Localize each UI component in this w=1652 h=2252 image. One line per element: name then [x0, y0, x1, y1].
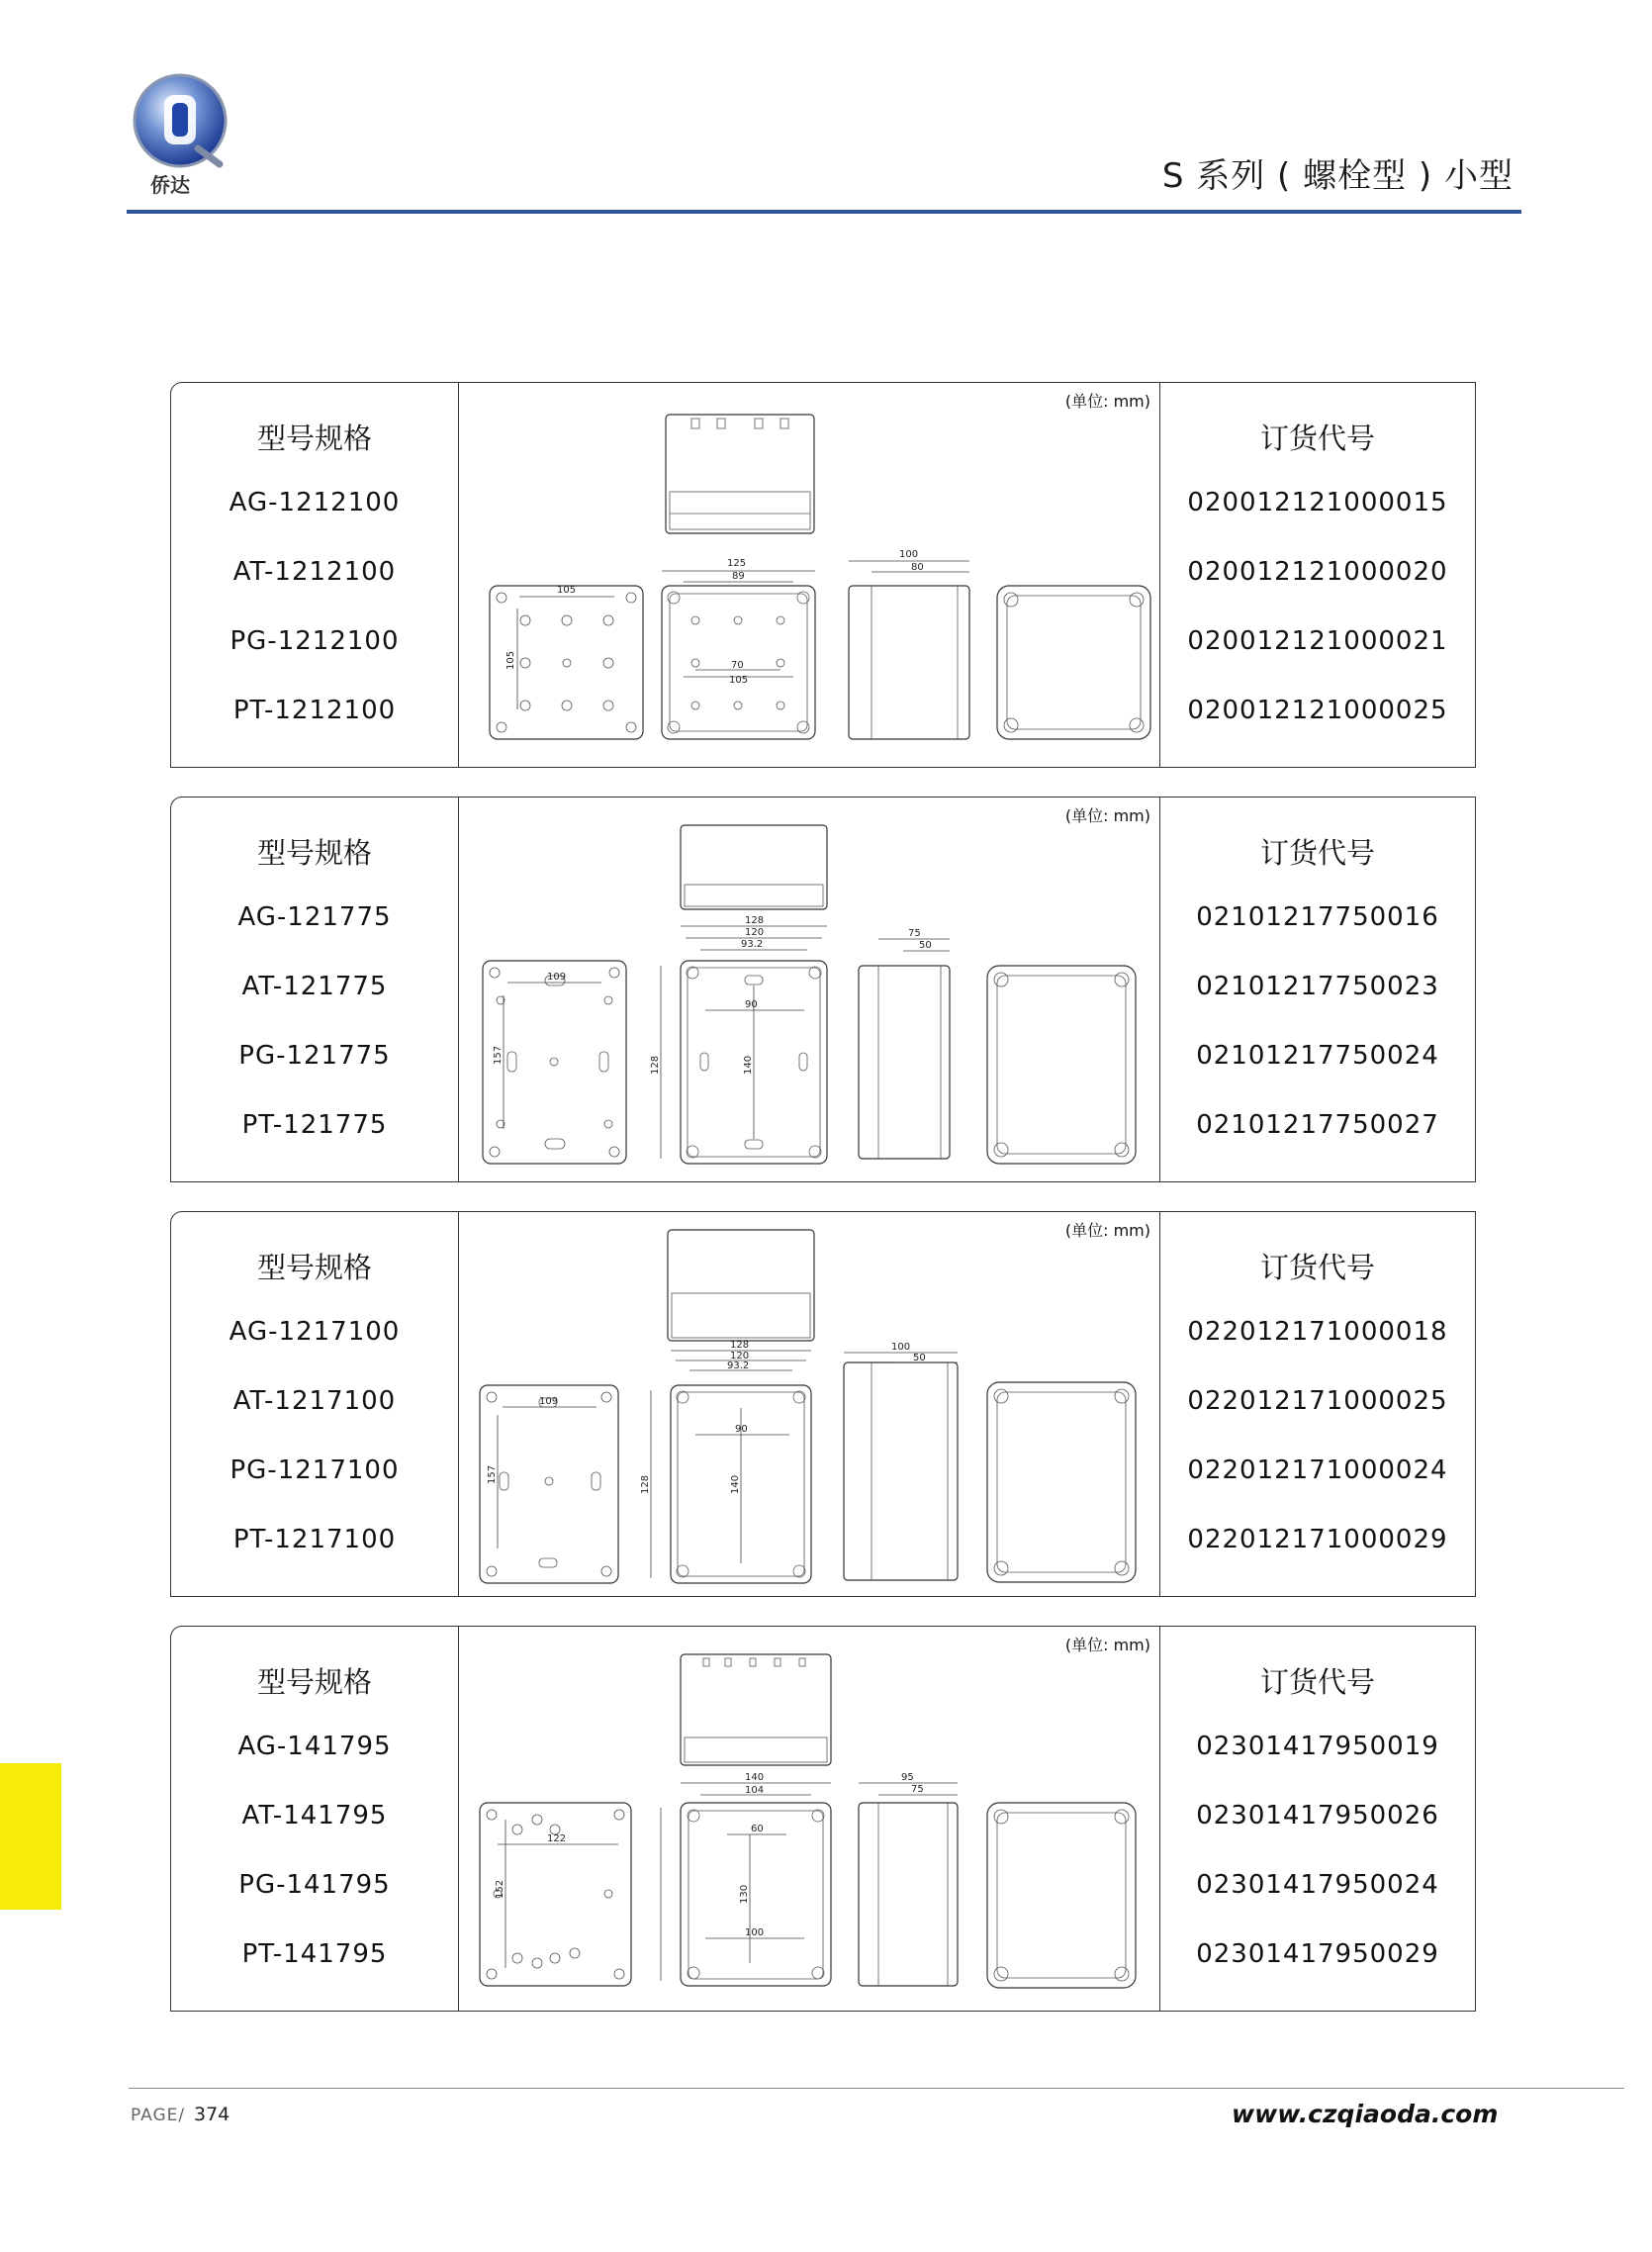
order-header: 订货代号 [1259, 1665, 1375, 1699]
unit-label: (单位: mm) [1064, 1221, 1150, 1240]
technical-drawing [458, 1212, 1162, 1596]
svg-text:104: 104 [745, 1785, 765, 1796]
order-column [1159, 1627, 1475, 2011]
order-code: 020012121000021 [1187, 626, 1448, 656]
page-label: PAGE/ [131, 2106, 186, 2125]
order-code: 020012121000025 [1187, 696, 1448, 725]
model-item: AG-121775 [237, 902, 392, 932]
svg-text:60: 60 [751, 1824, 764, 1834]
model-item: AT-141795 [241, 1801, 388, 1830]
order-column [1159, 383, 1475, 767]
model-item: PT-1217100 [232, 1525, 397, 1554]
unit-label: (单位: mm) [1064, 392, 1150, 411]
order-code: 02301417950029 [1196, 1939, 1439, 1969]
order-code: 02101217750016 [1196, 902, 1439, 932]
svg-text:89: 89 [732, 571, 745, 582]
svg-text:50: 50 [919, 940, 932, 951]
model-item: PG-141795 [238, 1870, 391, 1900]
svg-text:120: 120 [745, 927, 765, 938]
svg-text:93.2: 93.2 [741, 939, 764, 950]
model-item: PT-121775 [241, 1110, 388, 1140]
model-item: AG-141795 [237, 1732, 392, 1761]
svg-text:157: 157 [487, 1464, 498, 1484]
order-column [1159, 798, 1475, 1181]
model-item: PT-141795 [241, 1939, 388, 1969]
drawing-area [458, 383, 1162, 767]
model-header: 型号规格 [256, 1251, 372, 1284]
svg-text:157: 157 [493, 1045, 504, 1065]
product-card-2 [170, 797, 1476, 1182]
order-header: 订货代号 [1259, 836, 1375, 870]
model-item: AG-1212100 [229, 488, 401, 517]
order-column [1159, 1212, 1475, 1596]
svg-text:侨达: 侨达 [150, 173, 190, 197]
order-code: 02101217750023 [1196, 972, 1439, 1001]
technical-drawing [458, 1627, 1162, 2011]
model-header: 型号规格 [256, 836, 372, 870]
technical-drawing [458, 798, 1162, 1181]
svg-text:128: 128 [745, 915, 765, 926]
svg-text:80: 80 [911, 562, 924, 573]
svg-text:140: 140 [730, 1474, 741, 1494]
section-tab [0, 1763, 61, 1910]
model-item: PG-121775 [238, 1041, 391, 1071]
svg-text:140: 140 [743, 1055, 754, 1075]
svg-text:95: 95 [901, 1772, 914, 1783]
model-column [171, 1627, 459, 2011]
svg-text:93.2: 93.2 [727, 1361, 750, 1371]
svg-text:70: 70 [731, 660, 744, 671]
svg-text:100: 100 [891, 1342, 911, 1353]
model-item: PT-1212100 [232, 696, 397, 725]
model-item: AT-1217100 [232, 1386, 397, 1416]
svg-text:109: 109 [547, 972, 567, 983]
svg-text:122: 122 [547, 1833, 567, 1844]
model-column [171, 1212, 459, 1596]
technical-drawing [458, 383, 1162, 767]
page-title: S 系列 ( 螺栓型 ) 小型 [1161, 156, 1514, 196]
svg-text:152: 152 [495, 1879, 505, 1899]
svg-text:140: 140 [745, 1772, 765, 1783]
page-number: 374 [194, 2104, 230, 2125]
svg-text:109: 109 [539, 1396, 559, 1407]
drawing-area [458, 798, 1162, 1181]
order-header: 订货代号 [1259, 1251, 1375, 1284]
svg-text:128: 128 [640, 1474, 651, 1494]
order-code: 022012171000025 [1187, 1386, 1448, 1416]
svg-text:50: 50 [913, 1353, 926, 1363]
product-card-4 [170, 1626, 1476, 2012]
order-code: 020012121000015 [1187, 488, 1448, 517]
svg-text:128: 128 [650, 1055, 661, 1075]
unit-label: (单位: mm) [1064, 806, 1150, 825]
svg-text:120: 120 [730, 1351, 750, 1361]
order-header: 订货代号 [1259, 422, 1375, 455]
svg-text:105: 105 [505, 650, 516, 670]
unit-label: (单位: mm) [1064, 1636, 1150, 1654]
svg-text:90: 90 [735, 1424, 748, 1435]
footer-divider [129, 2088, 1624, 2089]
order-code: 02101217750027 [1196, 1110, 1439, 1140]
model-item: AT-1212100 [232, 557, 397, 587]
model-header: 型号规格 [256, 1665, 372, 1699]
svg-text:75: 75 [911, 1784, 924, 1795]
order-code: 02101217750024 [1196, 1041, 1439, 1071]
model-column [171, 798, 459, 1181]
website-link[interactable]: www.czqiaoda.com [1232, 2100, 1499, 2128]
order-code: 022012171000029 [1187, 1525, 1448, 1554]
svg-text:128: 128 [730, 1340, 750, 1351]
order-code: 02301417950024 [1196, 1870, 1439, 1900]
drawing-area [458, 1212, 1162, 1596]
svg-text:125: 125 [727, 558, 747, 569]
order-code: 022012171000024 [1187, 1455, 1448, 1485]
svg-text:100: 100 [899, 549, 919, 560]
order-code: 02301417950019 [1196, 1732, 1439, 1761]
model-item: AG-1217100 [229, 1317, 401, 1347]
svg-text:90: 90 [745, 999, 758, 1010]
order-code: 022012171000018 [1187, 1317, 1448, 1347]
model-item: AT-121775 [241, 972, 388, 1001]
product-card-1 [170, 382, 1476, 768]
model-column [171, 383, 459, 767]
model-header: 型号规格 [256, 422, 372, 455]
order-code: 02301417950026 [1196, 1801, 1439, 1830]
product-card-3 [170, 1211, 1476, 1597]
company-logo [129, 61, 237, 200]
svg-text:130: 130 [739, 1884, 750, 1904]
svg-text:75: 75 [908, 928, 921, 939]
svg-text:105: 105 [729, 675, 749, 686]
header-divider [127, 210, 1521, 214]
order-code: 020012121000020 [1187, 557, 1448, 587]
svg-text:105: 105 [557, 585, 577, 596]
model-item: PG-1217100 [229, 1455, 400, 1485]
model-item: PG-1212100 [229, 626, 400, 656]
drawing-area [458, 1627, 1162, 2011]
svg-text:100: 100 [745, 1927, 765, 1938]
